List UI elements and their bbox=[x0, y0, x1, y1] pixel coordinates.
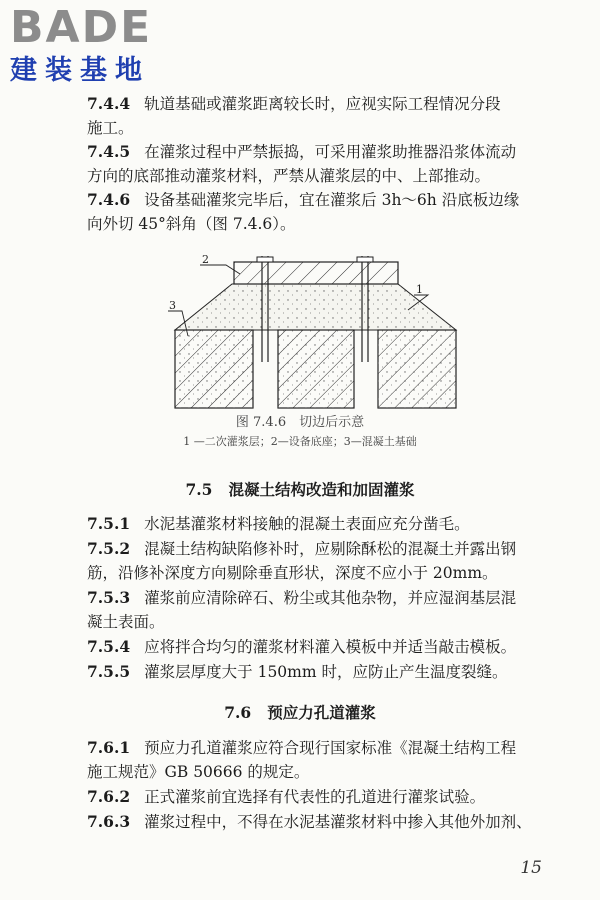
paragraph-line: 方向的底部推动灌浆材料，严禁从灌浆层的中、上部推动。 bbox=[87, 167, 491, 185]
clause-number: 7.5.3 bbox=[87, 588, 131, 607]
paragraph-7-5-3 bbox=[87, 588, 516, 608]
paragraph-line: 灌浆过程中，不得在水泥基灌浆材料中掺入其他外加剂、 bbox=[144, 813, 532, 831]
section-title: 混凝土结构改造和加固灌浆 bbox=[228, 480, 415, 499]
figure-label-3: 3 bbox=[169, 299, 176, 312]
logo-wordmark: BADE bbox=[10, 2, 153, 53]
figure-caption: 图 7.4.6 切边后示意 bbox=[235, 415, 365, 430]
paragraph-7-6-1 bbox=[87, 738, 516, 758]
section-heading-7-5 bbox=[0, 480, 600, 500]
paragraph-7-5-2 bbox=[87, 539, 516, 559]
clause-number: 7.5.1 bbox=[87, 514, 131, 533]
clause-number: 7.5.4 bbox=[87, 637, 131, 656]
section-number: 7.6 bbox=[224, 703, 252, 722]
figure-label-1: 1 bbox=[416, 283, 423, 296]
paragraph-line: 设备基础灌浆完毕后，宜在灌浆后 3h～6h 沿底板边缘 bbox=[144, 191, 520, 209]
paragraph-line: 轨道基础或灌浆距离较长时，应视实际工程情况分段 bbox=[144, 95, 501, 113]
section-number: 7.5 bbox=[185, 480, 213, 499]
paragraph-line: 灌浆前应清除碎石、粉尘或其他杂物，并应湿润基层混 bbox=[144, 589, 517, 607]
paragraph-line: 向外切 45°斜角（图 7.4.6）。 bbox=[87, 215, 296, 233]
clause-number: 7.5.5 bbox=[87, 662, 131, 681]
page-number: 15 bbox=[520, 858, 542, 878]
paragraph-line: 水泥基灌浆材料接触的混凝土表面应充分凿毛。 bbox=[144, 515, 470, 533]
clause-number: 7.4.4 bbox=[87, 94, 131, 113]
section-heading-7-6 bbox=[0, 703, 600, 723]
paragraph-7-4-6 bbox=[87, 190, 519, 210]
clause-number: 7.4.6 bbox=[87, 190, 131, 209]
paragraph-line: 应将拌合均匀的灌浆材料灌入模板中并适当敲击模板。 bbox=[144, 638, 517, 656]
clause-number: 7.6.2 bbox=[87, 787, 131, 806]
logo-chinese-text: 建装基地 bbox=[10, 55, 150, 86]
cross-section-figure bbox=[160, 252, 480, 412]
paragraph-7-4-4 bbox=[87, 94, 501, 114]
paragraph-line: 灌浆层厚度大于 150mm 时，应防止产生温度裂缝。 bbox=[144, 663, 508, 681]
paragraph-line: 施工规范》GB 50666 的规定。 bbox=[87, 763, 310, 781]
section-title: 预应力孔道灌浆 bbox=[267, 703, 376, 722]
clause-number: 7.6.3 bbox=[87, 812, 131, 831]
equipment-base bbox=[234, 262, 398, 284]
paragraph-line: 在灌浆过程中严禁振捣，可采用灌浆助推器沿浆体流动 bbox=[144, 143, 517, 161]
paragraph-line: 预应力孔道灌浆应符合现行国家标准《混凝土结构工程 bbox=[144, 739, 517, 757]
paragraph-line: 凝土表面。 bbox=[87, 613, 165, 631]
paragraph-7-5-1 bbox=[87, 514, 470, 534]
logo bbox=[10, 2, 180, 90]
paragraph-7-6-3 bbox=[87, 812, 532, 832]
clause-number: 7.6.1 bbox=[87, 738, 131, 757]
figure-legend: 1 —二次灌浆层；2—设备底座；3—混凝土基础 bbox=[183, 435, 417, 448]
paragraph-line: 施工。 bbox=[87, 119, 134, 137]
figure-label-2: 2 bbox=[202, 253, 209, 266]
paragraph-line: 正式灌浆前宜选择有代表性的孔道进行灌浆试验。 bbox=[144, 788, 486, 806]
paragraph-7-6-2 bbox=[87, 787, 485, 807]
clause-number: 7.5.2 bbox=[87, 539, 131, 558]
paragraph-7-4-5 bbox=[87, 142, 516, 162]
paragraph-line: 筋，沿修补深度方向剔除垂直形状，深度不应小于 20mm。 bbox=[87, 564, 498, 582]
paragraph-7-5-5 bbox=[87, 662, 508, 682]
paragraph-line: 混凝土结构缺陷修补时，应剔除酥松的混凝土并露出钢 bbox=[144, 540, 517, 558]
paragraph-7-5-4 bbox=[87, 637, 516, 657]
clause-number: 7.4.5 bbox=[87, 142, 131, 161]
